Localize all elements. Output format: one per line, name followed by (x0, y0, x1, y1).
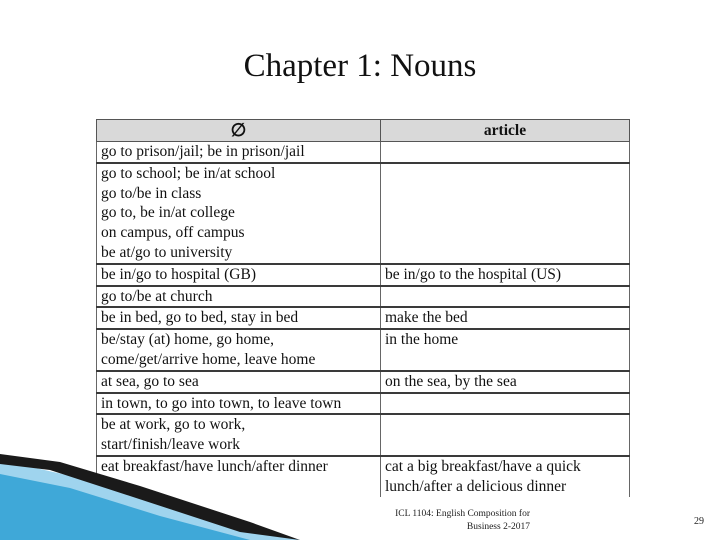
article-cell (381, 264, 630, 286)
table-row (97, 163, 630, 264)
cell-line: be/stay (at) home, go home, (101, 331, 275, 349)
cell-line: cat a big breakfast/have a quick (385, 457, 581, 475)
table-row (97, 329, 630, 371)
cell-line: in the home (385, 331, 459, 349)
article-cell (381, 142, 630, 163)
cell-line: go to school; be in/at school (101, 164, 276, 182)
cell-line: come/get/arrive home, leave home (101, 350, 316, 368)
no-article-cell (97, 264, 381, 286)
cell-line: at sea, go to sea (101, 372, 199, 390)
article-cell (381, 371, 630, 393)
cell-line: eat breakfast/have lunch/after dinner (101, 457, 328, 475)
decorative-ribbon (0, 440, 300, 540)
footer-line-2: Business 2-2017 (466, 522, 530, 532)
cell-line: on the sea, by the sea (385, 372, 517, 390)
cell-line: go to/be in class (101, 184, 202, 202)
cell-line: be in/go to hospital (GB) (101, 265, 256, 283)
table-row (97, 307, 630, 329)
no-article-cell (97, 163, 381, 264)
cell-line: in town, to go into town, to leave town (101, 394, 342, 412)
no-article-cell (97, 393, 381, 415)
table-row (97, 264, 630, 286)
cell-line: go to, be in/at college (101, 204, 235, 222)
cell-line: be in bed, go to bed, stay in bed (101, 309, 299, 327)
cell-line: go to prison/jail; be in prison/jail (101, 143, 305, 160)
header-no-article (97, 120, 381, 142)
article-cell (381, 393, 630, 415)
no-article-cell (97, 142, 381, 163)
table-header-row (97, 120, 630, 142)
cell-line: go to/be at church (101, 287, 213, 305)
cell-line: be at/go to university (101, 243, 233, 261)
table-row (97, 371, 630, 393)
article-cell (381, 414, 630, 456)
cell-line: lunch/after a delicious dinner (385, 477, 567, 495)
no-article-cell (97, 286, 381, 308)
article-cell (381, 456, 630, 497)
table-row (97, 286, 630, 308)
table-row (97, 142, 630, 163)
cell-line: be at work, go to work, (101, 416, 246, 434)
article-cell (381, 329, 630, 371)
header-article: article (381, 120, 630, 142)
no-article-cell (97, 371, 381, 393)
table-row (97, 393, 630, 415)
nouns-article-table-wrap (96, 119, 629, 495)
page-number: 29 (694, 516, 704, 527)
no-article-cell (97, 307, 381, 329)
cell-line: make the bed (385, 309, 468, 327)
footer-line-1: ICL 1104: English Composition for (395, 509, 530, 519)
cell-line: be in/go to the hospital (US) (385, 265, 562, 283)
cell-line: start/finish/leave work (101, 436, 241, 454)
no-article-cell (97, 329, 381, 371)
slide-title: Chapter 1: Nouns (243, 48, 477, 84)
article-cell (381, 286, 630, 308)
empty-set-symbol: ∅ (230, 120, 247, 140)
cell-line: on campus, off campus (101, 224, 245, 242)
article-cell (381, 163, 630, 264)
article-cell (381, 307, 630, 329)
footer-course-note (390, 508, 530, 534)
